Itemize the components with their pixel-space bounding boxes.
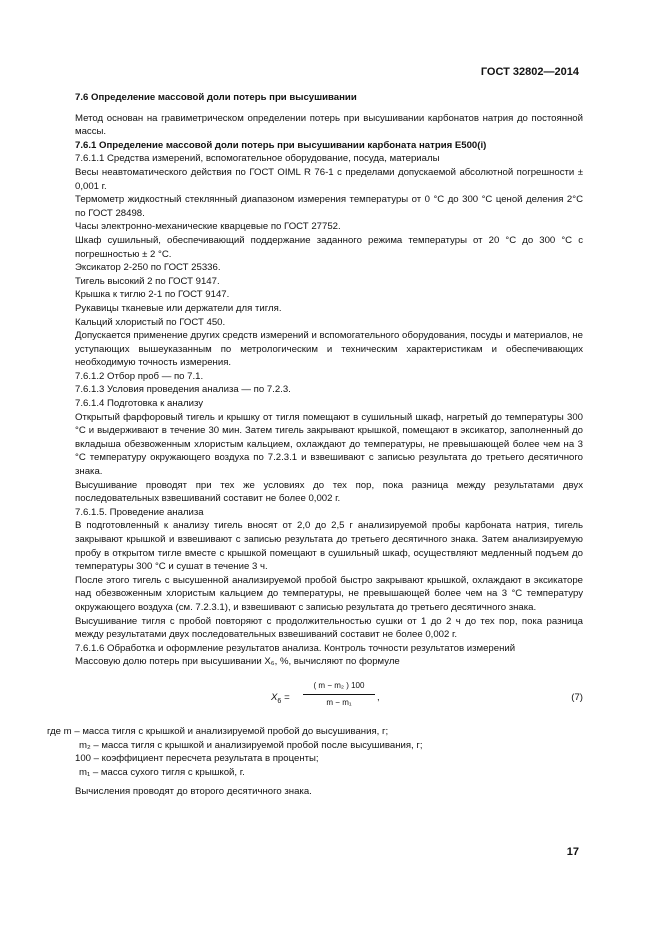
section-title: 7.6 Определение массовой доли потерь при высушивании [75, 92, 357, 103]
paragraph: Рукавицы тканевые или держатели для тигля. [75, 302, 282, 314]
closing-paragraph: Вычисления проводят до второго десятичного знака. [75, 786, 312, 798]
paragraph: Высушивание проводят при тех же условиях до тех пор, пока разница между результатами двух последовательных взвешиваний составит не более 0,002 г. [75, 479, 583, 505]
paragraph: 7.6.1.6 Обработка и оформление результатов анализа. Контроль точности результатов измерений [75, 642, 516, 654]
definition-item: где m – масса тигля с крышкой и анализируемой пробой до высушивания, г; [47, 725, 389, 737]
paragraph: Допускается применение других средств измерений и вспомогательного оборудования, посуды и материалов, не уступающих вышеуказанным по метрологическим и техническим характеристикам и обеспечивающих необходимую точность измерения. [75, 330, 583, 369]
paragraph: 7.6.1.2 Отбор проб — по 7.1. [75, 370, 204, 382]
paragraph: Термометр жидкостный стеклянный диапазоном измерения температуры от 0 °С до 300 °С ценой деления 2°С по ГОСТ 28498. [75, 194, 583, 219]
definition-item: m₂ – масса тигля с крышкой и анализируемой пробой после высушивания, г; [79, 739, 423, 751]
paragraph: Весы неавтоматического действия по ГОСТ OIML R 76-1 с пределами допускаемой абсолютной погрешности ± 0,001 г. [75, 166, 583, 192]
definitions [47, 725, 583, 779]
paragraph: 7.6.1.4 Подготовка к анализу [75, 398, 204, 410]
subsection-title: 7.6.1 Определение массовой доли потерь при высушивании карбоната натрия Е500(i) [75, 139, 487, 151]
paragraph: Тигель высокий 2 по ГОСТ 9147. [75, 275, 220, 287]
paragraph: После этого тигель с высушенной анализируемой пробой быстро закрывают крышкой, охлаждают в эксикаторе над обезвоженным хлористым кальцием до температуры, не превышающей более чем на 3 °С температуру окружающего воздуха (см. 7.2.3.1), и взвешивают с записью результата до третьего десятичного знака. [75, 574, 583, 613]
definition-item: m₁ – масса сухого тигля с крышкой, г. [79, 766, 245, 778]
formula-7 [75, 677, 583, 719]
paragraph: 7.6.1.5. Проведение анализа [75, 506, 204, 518]
formula-intro: Массовую долю потерь при высушивании X₆, %, вычисляют по формуле [75, 656, 400, 668]
formula-number: (7) [571, 691, 583, 703]
paragraph: Крышка к тиглю 2-1 по ГОСТ 9147. [75, 289, 230, 301]
paragraph: 7.6.1.3 Условия проведения анализа — по 7.2.3. [75, 384, 291, 396]
paragraph: Высушивание тигля с пробой повторяют с продолжительностью сушки от 1 до 2 ч до тех пор, пока разница между результатами двух последовательных взвешиваний составит не более 0,002 г. [75, 615, 583, 641]
formula-lhs: $X_6$ = [271, 691, 290, 705]
formula-fraction [303, 679, 375, 709]
paragraph: Открытый фарфоровый тигель и крышку от тигля помещают в сушильный шкаф, нагретый до температуры 300 °С и выдерживают в течение 30 мин. Затем тигель закрывают крышкой, помещают в эксикатор, заполненный до вкладыша обезвоженным хлористым кальцием, охлаждают до температуры, не превышающей более чем на 3 °С температуру окружающего воздуха по 7.2.3.1 и взвешивают с записью результата до третьего десятичного знака. [75, 411, 583, 478]
paragraph: Кальций хлористый по ГОСТ 450. [75, 316, 226, 328]
paragraph: 7.6.1.1 Средства измерений, вспомогательное оборудование, посуда, материалы [75, 153, 440, 165]
definition-item: 100 – коэффициент пересчета результата в проценты; [75, 753, 319, 765]
paragraph: Эксикатор 2-250 по ГОСТ 25336. [75, 262, 221, 274]
page-number: 17 [566, 846, 579, 858]
document-body [47, 88, 583, 799]
intro-paragraph: Метод основан на гравиметрическом определении потерь при высушивании карбонатов натрия до постоянной массы. [75, 112, 583, 138]
formula-comma: , [377, 691, 380, 703]
paragraph: В подготовленный к анализу тигель вносят от 2,0 до 2,5 г анализируемой пробы карбоната натрия, тигель закрывают крышкой и взвешивают с записью результата до третьего десятичного знака. Затем анализируемую пробу в открытом тигле вместе с крышкой помещают в сушильный шкаф, осуществляют медленный подъем до температуры 300 °С и сушат в течение 3 ч. [75, 520, 583, 573]
standard-header: ГОСТ 32802—2014 [480, 66, 579, 78]
formula-numerator: ( m − m₂ ) 100 [303, 679, 375, 695]
paragraph: Часы электронно-механические кварцевые по ГОСТ 27752. [75, 221, 341, 233]
formula-denominator: m − m₁ [326, 697, 352, 707]
paragraph: Шкаф сушильный, обеспечивающий поддержание заданного режима температуры от 20 °С до 300 °С с погрешностью ± 2 °С. [75, 234, 583, 260]
